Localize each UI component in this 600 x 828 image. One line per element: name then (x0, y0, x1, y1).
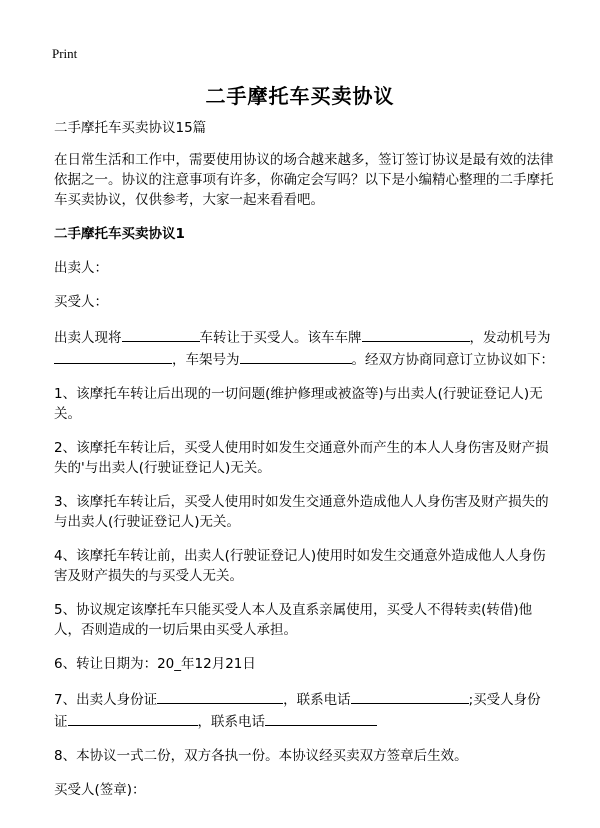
print-link[interactable]: Print (52, 46, 78, 61)
clause-7-text-4: ，联系电话 (197, 714, 265, 730)
seller-label: 出卖人： (54, 260, 108, 276)
frame-number-blank (240, 348, 352, 364)
buyer-id-blank (68, 710, 198, 726)
seller-id-blank (157, 688, 283, 704)
engine-number-blank (54, 348, 172, 364)
plate-blank (362, 326, 470, 342)
clause-4: 4、该摩托车转让前，出卖人(行驶证登记人)使用时如发生交通意外造成他人人身伤害及财产损失的与买受人无关。 (54, 548, 546, 584)
section-heading: 二手摩托车买卖协议1 (54, 226, 185, 242)
vehicle-blank (122, 326, 200, 342)
buyer-phone-blank (265, 710, 377, 726)
document-subtitle: 二手摩托车买卖协议15篇 (54, 120, 207, 136)
clause-7-text-2: ，联系电话 (283, 692, 351, 708)
clause-3: 3、该摩托车转让后，买受人使用时如发生交通意外造成他人人身伤害及财产损失的与出卖人(行驶证登记人)无关。 (54, 494, 549, 530)
seller-phone-blank (351, 688, 469, 704)
clause-6: 6、转让日期为：20_年12月21日 (54, 656, 256, 672)
clause-1: 1、该摩托车转让后出现的一切问题(维护修理或被盗等)与出卖人(行驶证登记人)无关。 (54, 386, 543, 422)
transfer-text-4: ，车架号为 (172, 352, 240, 368)
transfer-text-3: ，发动机号为 (469, 330, 551, 346)
document-body (54, 118, 554, 814)
transfer-text-2: 车转让于买受人。该车车牌 (199, 330, 362, 346)
transfer-text-1: 出卖人现将 (54, 330, 122, 346)
clause-7 (54, 688, 554, 732)
buyer-signature: 买受人(签章)： (54, 782, 146, 798)
buyer-label: 买受人： (54, 294, 108, 310)
transfer-paragraph (54, 326, 554, 370)
clause-8: 8、本协议一式二份，双方各执一份。本协议经买卖双方签章后生效。 (54, 748, 468, 764)
clause-2: 2、该摩托车转让后，买受人使用时如发生交通意外而产生的本人人身伤害及财产损失的'与出卖人(行驶证登记人)无关。 (54, 440, 549, 476)
intro-paragraph: 在日常生活和工作中，需要使用协议的场合越来越多，签订签订协议是最有效的法律依据之一。协议的注意事项有许多，你确定会写吗？以下是小编精心整理的二手摩托车买卖协议，仅供参考，大家一起来看看吧。 (54, 152, 554, 208)
transfer-text-5: 。经双方协商同意订立协议如下： (351, 352, 554, 368)
clause-7-text-1: 7、出卖人身份证 (54, 692, 158, 708)
clause-5: 5、协议规定该摩托车只能买受人本人及直系亲属使用，买受人不得转卖(转借)他人，否则造成的一切后果由买受人承担。 (54, 602, 533, 638)
document-title: 二手摩托车买卖协议 (205, 84, 395, 108)
clause-7-text-3: ;买受人身份证 (54, 692, 541, 730)
